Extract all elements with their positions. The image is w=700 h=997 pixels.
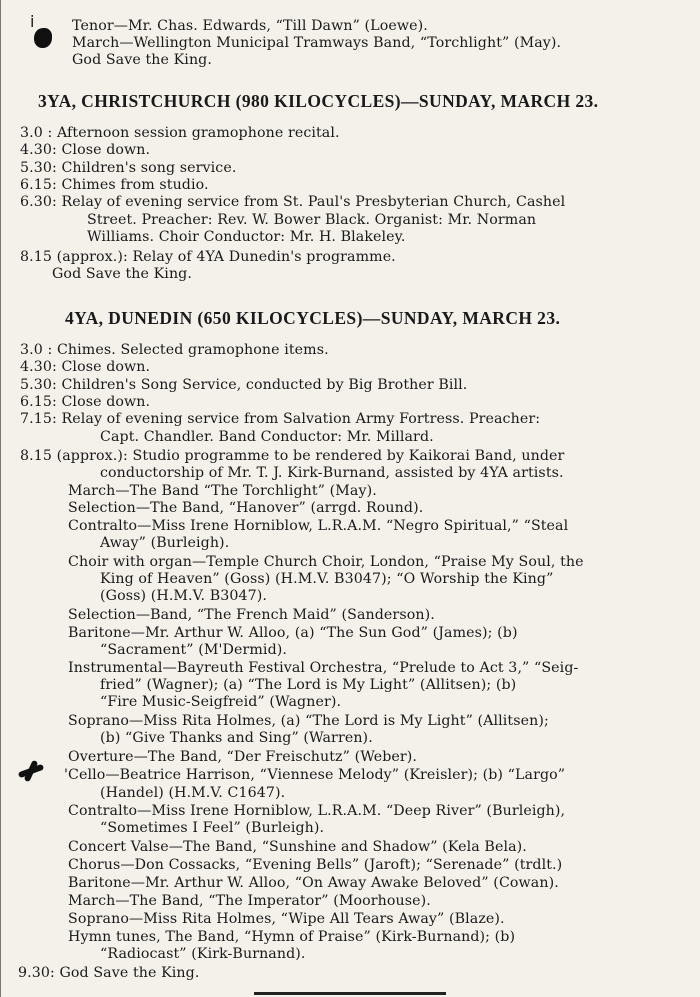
text-line: “Sometimes I Feel” (Burleigh). <box>100 820 325 836</box>
page-edge <box>0 0 1 997</box>
text-line: 4.30: Close down. <box>20 142 151 158</box>
text-line: 3.0 : Chimes. Selected gramophone items. <box>20 342 329 358</box>
text-line: “Sacrament” (M'Dermid). <box>100 642 288 658</box>
text-line: (Handel) (H.M.V. C1647). <box>100 785 286 801</box>
text-line: conductorship of Mr. T. J. Kirk-Burnand, assisted by 4YA artists. <box>100 465 564 481</box>
text-line: 7.15: Relay of evening service from Salvation Army Fortress. Preacher: <box>20 411 541 427</box>
text-line: God Save the King. <box>52 266 192 282</box>
text-line: Away” (Burleigh). <box>100 535 230 551</box>
text-line: Contralto—Miss Irene Horniblow, L.R.A.M. “Deep River” (Burleigh), <box>68 803 566 819</box>
text-line: 9.30: God Save the King. <box>18 965 200 981</box>
text-line: Contralto—Miss Irene Horniblow, L.R.A.M. “Negro Spiritual,” “Steal <box>68 518 569 534</box>
text-line: Selection—Band, “The French Maid” (Sanderson). <box>68 607 435 623</box>
text-line: 8.15 (approx.): Studio programme to be rendered by Kaikorai Band, under <box>20 448 565 464</box>
text-line: Concert Valse—The Band, “Sunshine and Shadow” (Kela Bela). <box>68 839 527 855</box>
footer-rule <box>254 992 446 995</box>
text-line: Instrumental—Bayreuth Festival Orchestra, “Prelude to Act 3,” “Seig- <box>68 660 579 676</box>
text-line: Selection—The Band, “Hanover” (arrgd. Round). <box>68 500 424 516</box>
text-line: Williams. Choir Conductor: Mr. H. Blakeley. <box>87 229 406 245</box>
text-line: “Fire Music-Seigfreid” (Wagner). <box>100 694 342 710</box>
ink-blot-icon <box>34 28 52 48</box>
text-line: 6.30: Relay of evening service from St. Paul's Presbyterian Church, Cashel <box>20 194 566 210</box>
text-line: 6.15: Close down. <box>20 394 151 410</box>
margin-mark: i <box>30 12 35 31</box>
text-line: March—The Band “The Torchlight” (May). <box>68 483 377 499</box>
text-line: March—The Band, “The Imperator” (Moorhouse). <box>68 893 431 909</box>
section-heading-christchurch: 3YA, CHRISTCHURCH (980 KILOCYCLES)—SUNDAY, MARCH 23. <box>38 91 599 111</box>
text-line: Overture—The Band, “Der Freischutz” (Weber). <box>68 749 418 765</box>
text-line: Capt. Chandler. Band Conductor: Mr. Millard. <box>100 429 434 445</box>
text-line: 3.0 : Afternoon session gramophone recital. <box>20 125 340 141</box>
text-line: fried” (Wagner); (a) “The Lord is My Light” (Allitsen); (b) <box>100 677 517 693</box>
text-line: King of Heaven” (Goss) (H.M.V. B3047); “O Worship the King” <box>100 571 554 587</box>
text-line: Soprano—Miss Rita Holmes, (a) “The Lord is My Light” (Allitsen); <box>68 713 549 729</box>
text-line: 6.15: Chimes from studio. <box>20 177 209 193</box>
text-line: 5.30: Children's Song Service, conducted by Big Brother Bill. <box>20 377 468 393</box>
text-line: (b) “Give Thanks and Sing” (Warren). <box>100 730 373 746</box>
text-line: Baritone—Mr. Arthur W. Alloo, (a) “The Sun God” (James); (b) <box>68 625 518 641</box>
text-line: Choir with organ—Temple Church Choir, London, “Praise My Soul, the <box>68 554 584 570</box>
text-line: Soprano—Miss Rita Holmes, “Wipe All Tears Away” (Blaze). <box>68 911 505 927</box>
text-line: God Save the King. <box>72 52 212 68</box>
text-line: Baritone—Mr. Arthur W. Alloo, “On Away Awake Beloved” (Cowan). <box>68 875 559 891</box>
text-line: 5.30: Children's song service. <box>20 160 237 176</box>
text-line: “Radiocast” (Kirk-Burnand). <box>100 946 306 962</box>
text-line: Tenor—Mr. Chas. Edwards, “Till Dawn” (Loewe). <box>72 18 428 34</box>
text-line: March—Wellington Municipal Tramways Band, “Torchlight” (May). <box>72 35 562 51</box>
section-heading-dunedin: 4YA, DUNEDIN (650 KILOCYCLES)—SUNDAY, MARCH 23. <box>65 308 561 328</box>
text-line: Street. Preacher: Rev. W. Bower Black. Organist: Mr. Norman <box>87 212 537 228</box>
text-line: (Goss) (H.M.V. B3047). <box>100 588 268 604</box>
text-line: 'Cello—Beatrice Harrison, “Viennese Melody” (Kreisler); (b) “Largo” <box>64 767 566 783</box>
text-line: Chorus—Don Cossacks, “Evening Bells” (Jaroft); “Serenade” (trdlt.) <box>68 857 563 873</box>
text-line: Hymn tunes, The Band, “Hymn of Praise” (Kirk-Burnand); (b) <box>68 929 516 945</box>
text-line: 4.30: Close down. <box>20 359 151 375</box>
text-line: 8.15 (approx.): Relay of 4YA Dunedin's programme. <box>20 249 396 265</box>
